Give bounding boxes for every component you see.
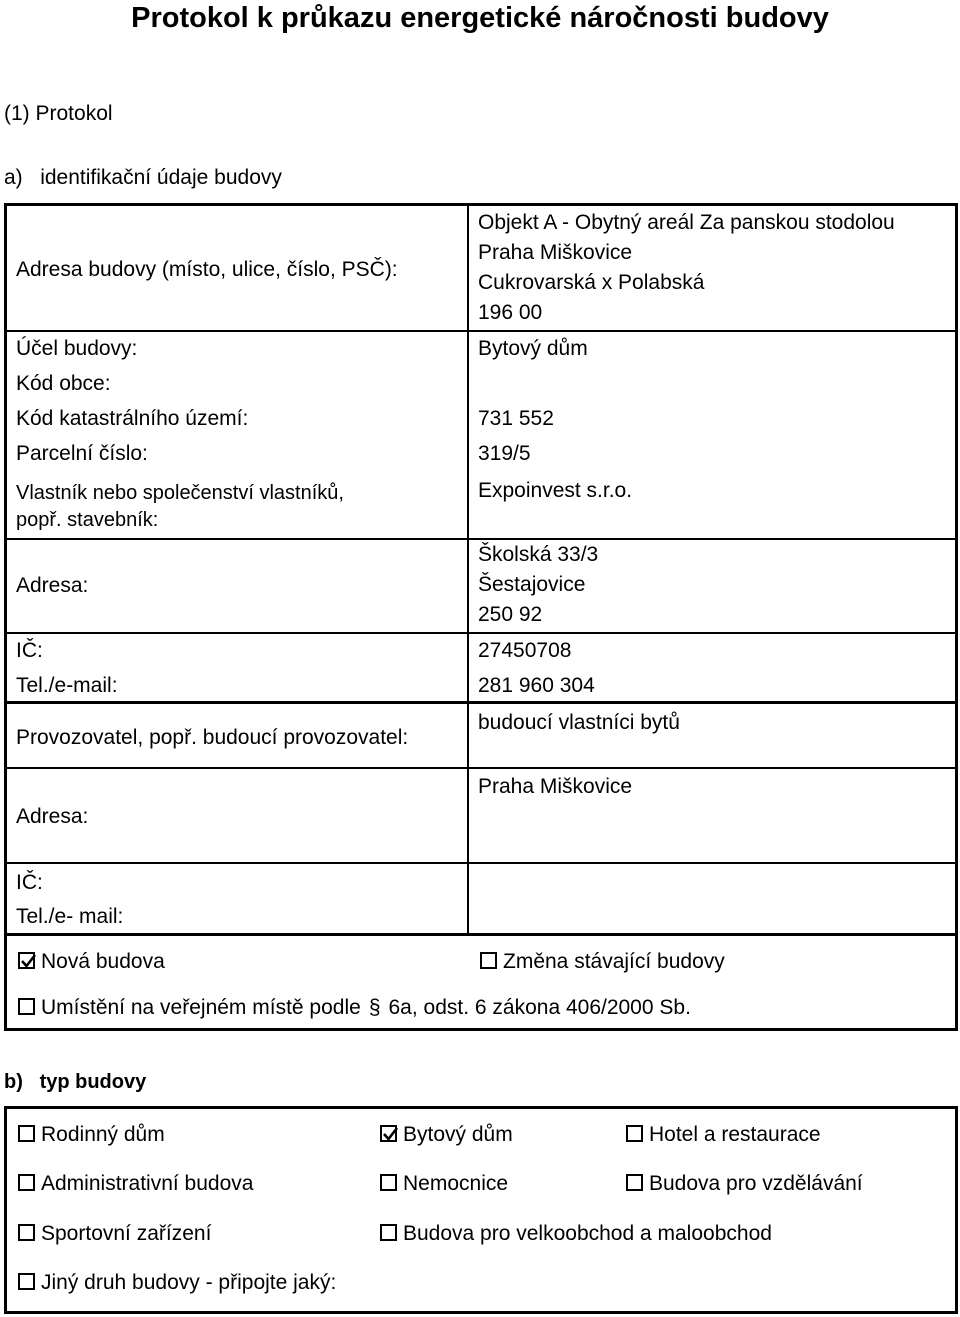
type-checkbox[interactable] (626, 1125, 643, 1142)
operator-label: Provozovatel, popř. budoucí provozovatel: (16, 726, 409, 749)
katastr-value: 731 552 (478, 407, 554, 430)
type-option-hotel[interactable] (626, 1122, 821, 1148)
type-label: Budova pro vzdělávání (649, 1172, 863, 1195)
type-option-sportovni[interactable] (18, 1221, 211, 1247)
type-checkbox[interactable] (18, 1174, 35, 1191)
public-place-law: 6a, odst. 6 zákona 406/2000 Sb. (388, 996, 691, 1019)
ic-label: IČ: (16, 639, 43, 662)
owner-address-line: Šestajovice (478, 573, 586, 596)
new-building-label: Nová budova (41, 950, 165, 973)
type-label: Bytový dům (403, 1123, 513, 1146)
owner-label-line: Vlastník nebo společenství vlastníků, (16, 482, 344, 504)
address-line: Objekt A - Obytný areál Za panskou stodolou (478, 211, 895, 234)
change-building-checkbox[interactable] (480, 952, 497, 969)
parcel-label: Parcelní číslo: (16, 442, 148, 465)
owner-address-label: Adresa: (16, 574, 89, 597)
katastr-label: Kód katastrálního území: (16, 407, 249, 430)
type-label: Jiný druh budovy - připojte jaký: (41, 1271, 337, 1294)
address-label: Adresa budovy (místo, ulice, číslo, PSČ): (16, 258, 398, 281)
ic-value: 27450708 (478, 639, 572, 662)
parcel-value: 319/5 (478, 442, 531, 465)
type-label: Budova pro velkoobchod a maloobchod (403, 1222, 772, 1245)
address-line: Praha Miškovice (478, 241, 633, 264)
obec-label: Kód obce: (16, 372, 111, 395)
owner-address-value (478, 540, 598, 630)
change-building-label: Změna stávající budovy (503, 950, 725, 973)
type-label: Hotel a restaurace (649, 1123, 821, 1146)
purpose-value: Bytový dům (478, 337, 588, 360)
section-b-title: typ budovy (39, 1071, 147, 1093)
purpose-label: Účel budovy: (16, 337, 138, 360)
type-checkbox[interactable] (18, 1125, 35, 1142)
type-checkbox[interactable] (380, 1224, 397, 1241)
section-b-heading (4, 1069, 146, 1095)
operator-tel-label: Tel./e- mail: (16, 905, 124, 928)
owner-value: Expoinvest s.r.o. (478, 479, 633, 502)
address-line: Cukrovarská x Polabská (478, 271, 705, 294)
type-checkbox[interactable] (380, 1174, 397, 1191)
public-place-label: Umístění na veřejném místě podle (41, 996, 361, 1019)
owner-address-line: Školská 33/3 (478, 543, 599, 566)
operator-value: budoucí vlastníci bytů (478, 711, 680, 734)
section-b-letter: b) (4, 1071, 23, 1093)
type-option-nemocnice[interactable] (380, 1171, 508, 1197)
tel-label: Tel./e-mail: (16, 674, 118, 697)
owner-label (16, 480, 344, 534)
operator-address-label: Adresa: (16, 805, 89, 828)
address-value (478, 208, 895, 328)
type-checkbox[interactable] (380, 1125, 397, 1142)
page-title: Protokol k průkazu energetické náročnosti budovy (131, 2, 829, 34)
tel-value: 281 960 304 (478, 674, 595, 697)
section-a-letter: a) (4, 166, 23, 189)
type-option-jiny[interactable] (18, 1270, 336, 1296)
type-checkbox[interactable] (626, 1174, 643, 1191)
section-a-title: identifikační údaje budovy (40, 166, 282, 189)
new-building-option[interactable] (18, 949, 165, 975)
owner-address-line: 250 92 (478, 603, 543, 626)
operator-ic-label: IČ: (16, 871, 43, 894)
section-a-heading (4, 165, 282, 191)
type-label: Rodinný dům (41, 1123, 165, 1146)
owner-label-line: popř. stavebník: (16, 509, 159, 531)
operator-address-value: Praha Miškovice (478, 775, 633, 798)
section-1-heading: (1) Protokol (4, 102, 113, 125)
type-option-administrativni[interactable] (18, 1171, 253, 1197)
new-building-checkbox[interactable] (18, 952, 35, 969)
public-place-checkbox[interactable] (18, 998, 35, 1015)
type-option-vzdelavani[interactable] (626, 1171, 863, 1197)
section-symbol: § (368, 996, 381, 1019)
type-checkbox[interactable] (18, 1224, 35, 1241)
change-building-option[interactable] (480, 949, 725, 975)
type-option-rodinny-dum[interactable] (18, 1122, 165, 1148)
type-option-obchod[interactable] (380, 1221, 772, 1247)
type-checkbox[interactable] (18, 1273, 35, 1290)
type-label: Nemocnice (403, 1172, 509, 1195)
type-label: Administrativní budova (41, 1172, 254, 1195)
type-option-bytovy-dum[interactable] (380, 1122, 513, 1148)
public-place-option[interactable] (18, 995, 691, 1021)
type-label: Sportovní zařízení (41, 1222, 212, 1245)
address-line: 196 00 (478, 301, 543, 324)
